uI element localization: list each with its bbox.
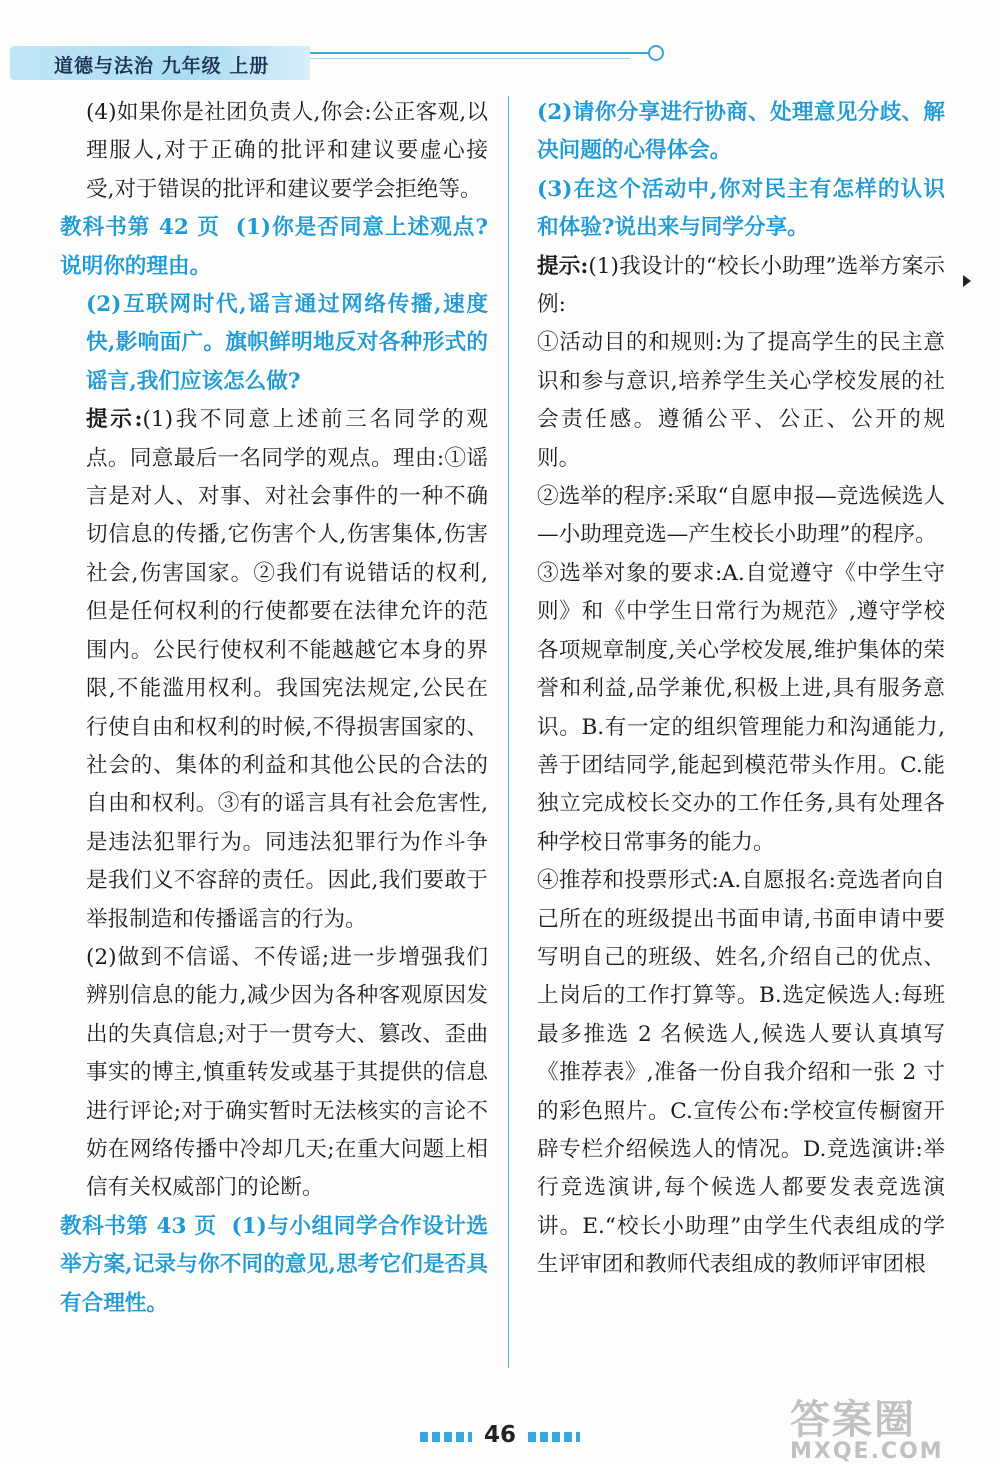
triangle-right-icon [963, 275, 971, 287]
footer-decoration-left [420, 1432, 472, 1442]
hint-paragraph [537, 248, 945, 325]
list-item: ①活动目的和规则:为了提高学生的民主意识和参与意识,培养学生关心学校发展的社会责任感。遵循公平、公正、公开的规则。 [537, 330, 945, 471]
hint-label: 提示: [537, 253, 589, 279]
page-number: 46 [483, 1422, 516, 1448]
left-column [60, 94, 488, 1323]
list-item: ③选举对象的要求:A.自觉遵守《中学生守则》和《中学生日常行为规范》,遵守学校各项规章制度,关心学校发展,维护集体的荣誉和利益,品学兼优,积极上进,具有服务意识。B.有一定的组织管理能力和沟通能力,善于团结同学,能起到模范带头作用。C.能独立完成校长交办的工作任务,具有处理各种学校日常事务的能力。 [537, 560, 945, 855]
watermark-text: 答案圈 [790, 1397, 916, 1443]
list-item: ②选举的程序:采取“自愿申报—竞选候选人—小助理竞选—产生校长小助理”的程序。 [537, 484, 945, 548]
question-block-42 [60, 209, 488, 286]
watermark-logo [790, 1388, 990, 1464]
textbook-page-ref: 教科书第 42 页 [60, 215, 220, 241]
header-title: 道德与法治 九年级 上册 [54, 55, 270, 77]
question-text: (2)互联网时代,谣言通过网络传播,速度快,影响面广。旗帜鲜明地反对各种形式的谣言,我们应该怎么做? [86, 292, 488, 394]
question-text: (1)与小组同学合作设计选举方案,记录与你不同的意见,思考它们是否具有合理性。 [60, 1213, 488, 1316]
header-dot-icon [648, 45, 664, 61]
hint-paragraph [86, 401, 488, 939]
hint-label: 提示: [86, 407, 143, 433]
column-divider [508, 96, 509, 1368]
header-rule-thin [310, 58, 630, 59]
hint-paragraph: (2)做到不信谣、不传谣;进一步增强我们辨别信息的能力,减少因为各种客观原因发出的失真信息;对于一贯夸大、篡改、歪曲事实的博主,慎重转发或基于其提供的信息进行评论;对于确实暂时无法核实的言论不妨在网络传播中冷却几天;在重大问题上相信有关权威部门的论断。 [86, 944, 488, 1201]
list-item: ④推荐和投票形式:A.自愿报名:竞选者向自己所在的班级提出书面申请,书面申请中要写明自己的班级、姓名,介绍自己的优点、上岗后的工作打算等。B.选定候选人:每班最多推选 2 名候选人,候选人要认真填写《推荐表》,准备一份自我介绍和一张 2 寸的彩色照片。C.宣传公布:学校宣传橱窗开辟专栏介绍候选人的情况。D.竞选演讲:举行竞选演讲,每个候选人都要发表竞选演讲。E.“校长小助理”由学生代表组成的学生评审团和教师代表组成的教师评审团根 [537, 868, 945, 1278]
watermark-url: MXQE.COM [790, 1439, 944, 1464]
hint-text: (1)我不同意上述前三名同学的观点。同意最后一名同学的观点。理由:①谣言是对人、对事、对社会事件的一种不确切信息的传播,它伤害个人,伤害集体,伤害社会,伤害国家。②我们有说错话的权利,但是任何权利的行使都要在法律允许的范围内。公民行使权利不能越越它本身的界限,不能滥用权利。我国宪法规定,公民在行使自由和权利的时候,不得损害国家的、社会的、集体的利益和其他公民的合法的自由和权利。③有的谣言具有社会危害性,是违法犯罪行为。同违法犯罪行为作斗争是我们义不容辞的责任。因此,我们要敢于举报制造和传播谣言的行为。 [86, 407, 488, 932]
question-block-43 [60, 1208, 488, 1323]
right-column [537, 94, 945, 1285]
footer-decoration-right [528, 1432, 580, 1442]
question-text: (3)在这个活动中,你对民主有怎样的认识和体验?说出来与同学分享。 [537, 176, 945, 241]
question-text: (2)请你分享进行协商、处理意见分歧、解决问题的心得体会。 [537, 100, 945, 164]
header-rule [310, 52, 650, 54]
textbook-page-ref: 教科书第 43 页 [60, 1213, 217, 1239]
answer-paragraph: (4)如果你是社团负责人,你会:公正客观,以理服人,对于正确的批评和建议要虚心接受,对于错误的批评和建议要学会拒绝等。 [86, 100, 488, 202]
page-header [0, 0, 1000, 100]
hint-text: (1)我设计的“校长小助理”选举方案示例: [537, 253, 945, 318]
question-text: (1)你是否同意上述观点?说明你的理由。 [60, 215, 488, 279]
